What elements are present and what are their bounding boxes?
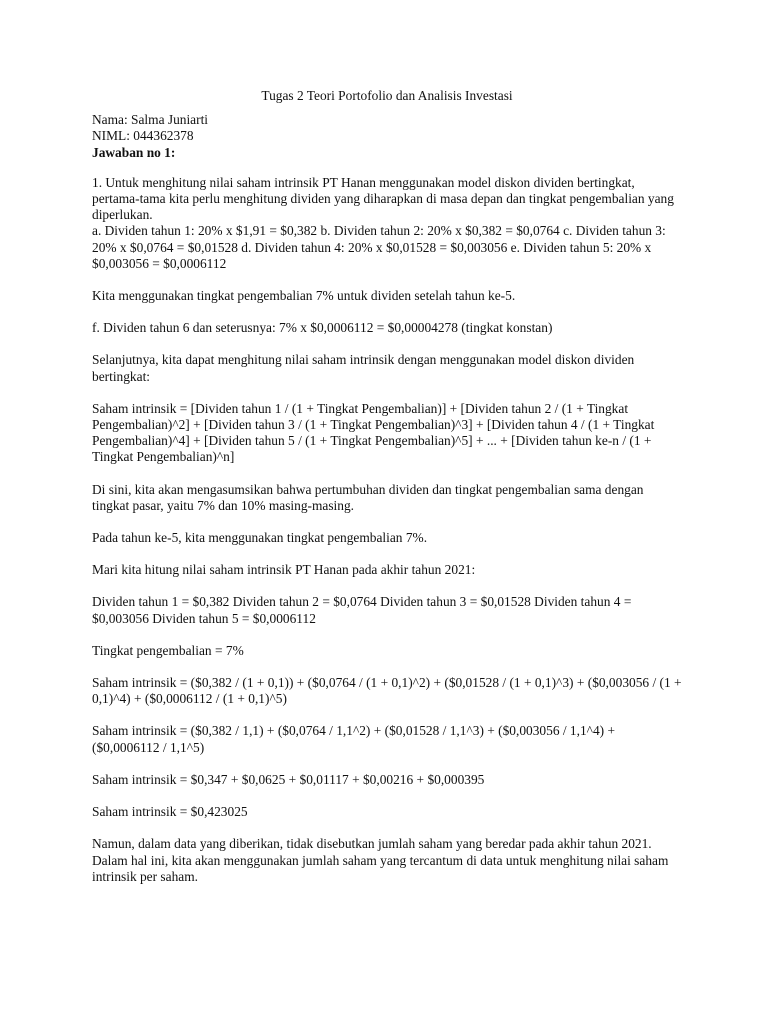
next-step-paragraph: Selanjutnya, kita dapat menghitung nilai saham intrinsik dengan menggunakan model diskon dividen bertingkat: bbox=[92, 352, 635, 384]
student-name: Nama: Salma Juniarti bbox=[92, 112, 209, 128]
calculation-result: Saham intrinsik = $0,423025 bbox=[92, 804, 248, 820]
formula-paragraph: Saham intrinsik = [Dividen tahun 1 / (1 + Tingkat Pengembalian)] + [Dividen tahun 2 / (1 + Tingkat Pengembalian)^2] + [Dividen tahun 3 / (1 + Tingkat Pengembalian)^3] + [Dividen tahun 4 / (1 + Tingkat Pengembalian)^4] + [Dividen tahun 5 / (1 + Tingkat Pengembalian)^5] + ... + [Dividen tahun ke-n / (1 + Tingkat Pengembalian)^n] bbox=[92, 400, 655, 465]
document-title: Tugas 2 Teori Portofolio dan Analisis Investasi bbox=[261, 88, 513, 103]
rate-value-paragraph: Tingkat pengembalian = 7% bbox=[92, 642, 244, 658]
note-paragraph: Namun, dalam data yang diberikan, tidak disebutkan jumlah saham yang beredar pada akhir tahun 2021. Dalam hal ini, kita akan menggunakan jumlah saham yang tercantum di data untuk menghitung nilai saham intrinsik per saham. bbox=[92, 836, 669, 884]
dividend-6-paragraph: f. Dividen tahun 6 dan seterusnya: 7% x $0,0006112 = $0,00004278 (tingkat konstan) bbox=[92, 320, 553, 336]
rate-paragraph: Kita menggunakan tingkat pengembalian 7% untuk dividen setelah tahun ke-5. bbox=[92, 288, 516, 304]
document-page bbox=[92, 88, 682, 885]
student-niml: NIML: 044362378 bbox=[92, 128, 194, 144]
calculation-step-2: Saham intrinsik = ($0,382 / 1,1) + ($0,0764 / 1,1^2) + ($0,01528 / 1,1^3) + ($0,003056 / 1,1^4) + ($0,0006112 / 1,1^5) bbox=[92, 723, 616, 755]
dividends-list: a. Dividen tahun 1: 20% x $1,91 = $0,382 b. Dividen tahun 2: 20% x $0,382 = $0,0764 c. Dividen tahun 3: 20% x $0,0764 = $0,01528 d. Dividen tahun 4: 20% x $0,01528 = $0,003056 e. Dividen tahun 5: 20% x $0,003056 = $0,0006112 bbox=[92, 223, 666, 271]
answer-heading: Jawaban no 1: bbox=[92, 144, 176, 160]
year-5-paragraph: Pada tahun ke-5, kita menggunakan tingkat pengembalian 7%. bbox=[92, 530, 428, 546]
dividend-values-paragraph: Dividen tahun 1 = $0,382 Dividen tahun 2 = $0,0764 Dividen tahun 3 = $0,01528 Dividen tahun 4 = $0,003056 Dividen tahun 5 = $0,0006112 bbox=[92, 594, 632, 626]
assumption-paragraph: Di sini, kita akan mengasumsikan bahwa pertumbuhan dividen dan tingkat pengembalian sama dengan tingkat pasar, yaitu 7% dan 10% masing-masing. bbox=[92, 481, 644, 513]
calculation-step-3: Saham intrinsik = $0,347 + $0,0625 + $0,01117 + $0,00216 + $0,000395 bbox=[92, 771, 485, 787]
calculation-step-1: Saham intrinsik = ($0,382 / (1 + 0,1)) + ($0,0764 / (1 + 0,1)^2) + ($0,01528 / (1 + 0,1)^3) + ($0,003056 / (1 + 0,1)^4) + ($0,0006112 / (1 + 0,1)^5) bbox=[92, 675, 682, 707]
calculation-intro-paragraph: Mari kita hitung nilai saham intrinsik PT Hanan pada akhir tahun 2021: bbox=[92, 562, 476, 578]
intro-paragraph: 1. Untuk menghitung nilai saham intrinsik PT Hanan menggunakan model diskon dividen bertingkat, pertama-tama kita perlu menghitung dividen yang diharapkan di masa depan dan tingkat pengembalian yang diperlukan. bbox=[92, 174, 674, 223]
